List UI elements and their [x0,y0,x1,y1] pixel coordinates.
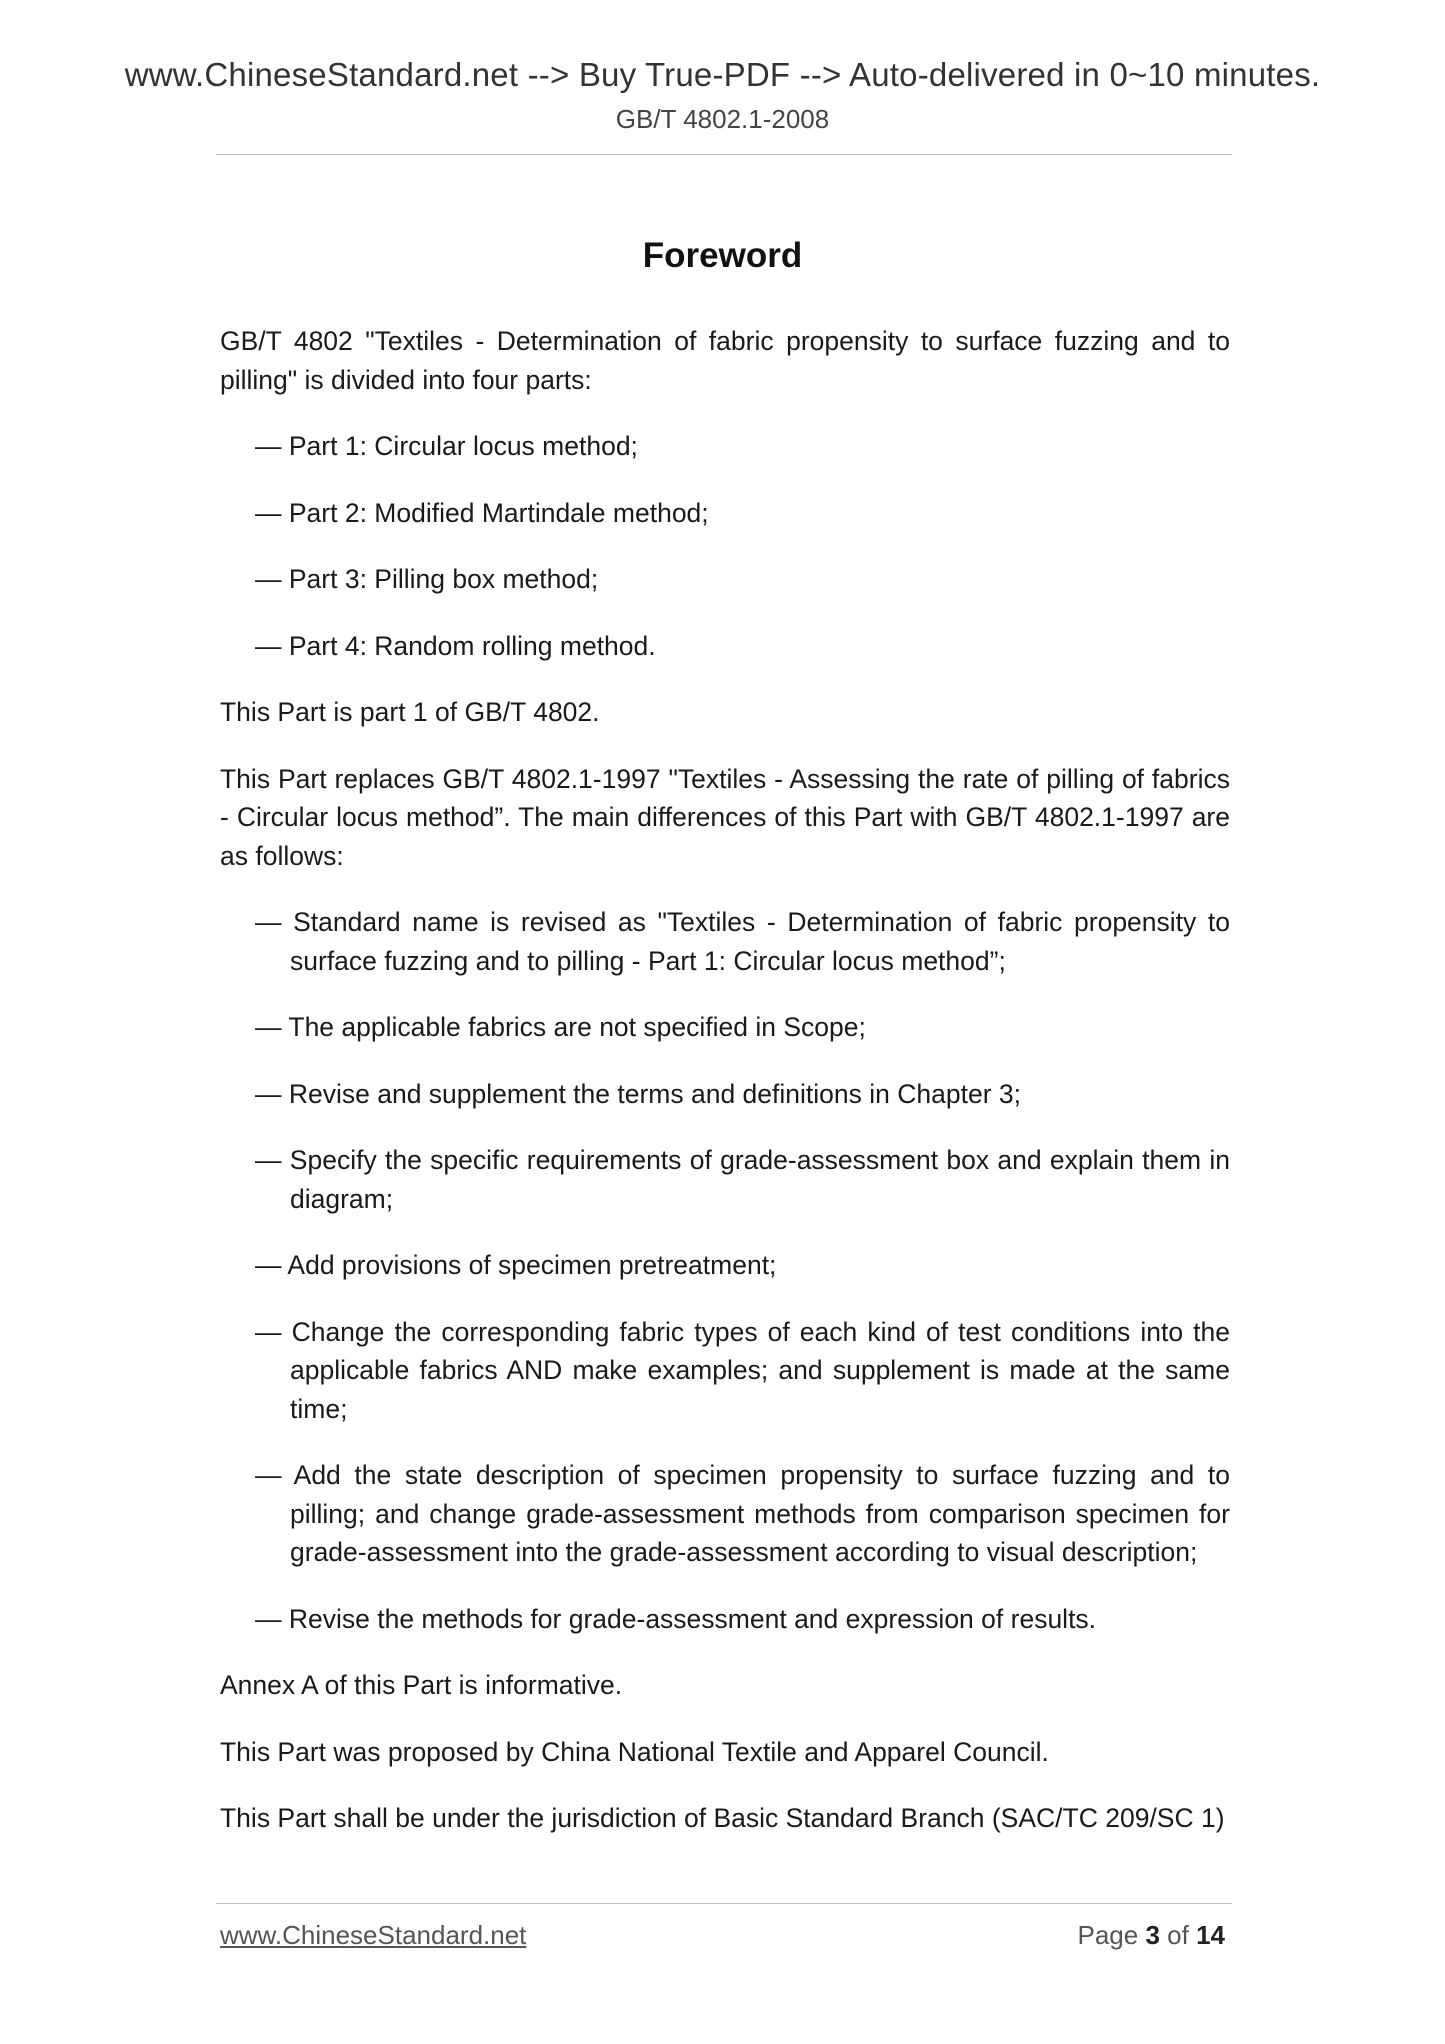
part-of-paragraph: This Part is part 1 of GB/T 4802. [220,697,600,727]
proposed-paragraph: This Part was proposed by China National Textile and Apparel Council. [220,1736,1049,1767]
page-title: Foreword [642,236,803,275]
jurisdiction-paragraph: This Part shall be under the jurisdiction of Basic Standard Branch (SAC/TC 209/SC 1) [220,1803,1225,1833]
part-list-item: — Part 2: Modified Martindale method; [255,497,709,528]
page-number [1077,1920,1225,1951]
footer-divider [216,1903,1232,1904]
part-list-item: — Part 1: Circular locus method; [255,431,638,461]
page-of-word: of [1167,1920,1189,1950]
difference-list-item: — Add the state description of specimen propensity to surface fuzzing and to pilling; and change grade-assessment methods from comparison specimen for grade-assessment into the grade-assessment according to visual description; [255,1460,1230,1567]
difference-list-item: — Revise and supplement the terms and definitions in Chapter 3; [255,1078,1021,1109]
difference-list-item: — Specify the specific requirements of grade-assessment box and explain them in diagram; [255,1145,1230,1214]
difference-list-item: — The applicable fabrics are not specified in Scope; [255,1012,866,1042]
document-body [220,322,1230,1866]
difference-list-item: — Revise the methods for grade-assessment and expression of results. [255,1603,1097,1634]
difference-list-item: — Standard name is revised as "Textiles - Determination of fabric propensity to surface fuzzing and to pilling - Part 1: Circular locus method”; [255,907,1230,976]
page-total: 14 [1196,1920,1225,1950]
header-banner: www.ChineseStandard.net --> Buy True-PDF --> Auto-delivered in 0~10 minutes. [124,56,1321,93]
difference-list-item: — Add provisions of specimen pretreatment; [255,1250,777,1280]
replaces-paragraph: This Part replaces GB/T 4802.1-1997 "Textiles - Assessing the rate of pilling of fabrics - Circular locus method”. The main differences of this Part with GB/T 4802.1-1997 are as follows: [220,763,1230,871]
header-standard-code: GB/T 4802.1-2008 [615,104,830,134]
intro-paragraph: GB/T 4802 "Textiles - Determination of fabric propensity to surface fuzzing and to pilling" is divided into four parts: [220,326,1230,395]
difference-list-item: — Change the corresponding fabric types of each kind of test conditions into the applicable fabrics AND make examples; and supplement is made at the same time; [255,1316,1230,1424]
page-word: Page [1077,1920,1139,1950]
footer-website-link[interactable]: www.ChineseStandard.net [220,1920,527,1950]
page-current: 3 [1145,1920,1160,1950]
part-list-item: — Part 4: Random rolling method. [255,630,656,661]
header-divider [216,154,1232,155]
part-list-item: — Part 3: Pilling box method; [255,564,599,594]
annex-paragraph: Annex A of this Part is informative. [220,1670,623,1700]
